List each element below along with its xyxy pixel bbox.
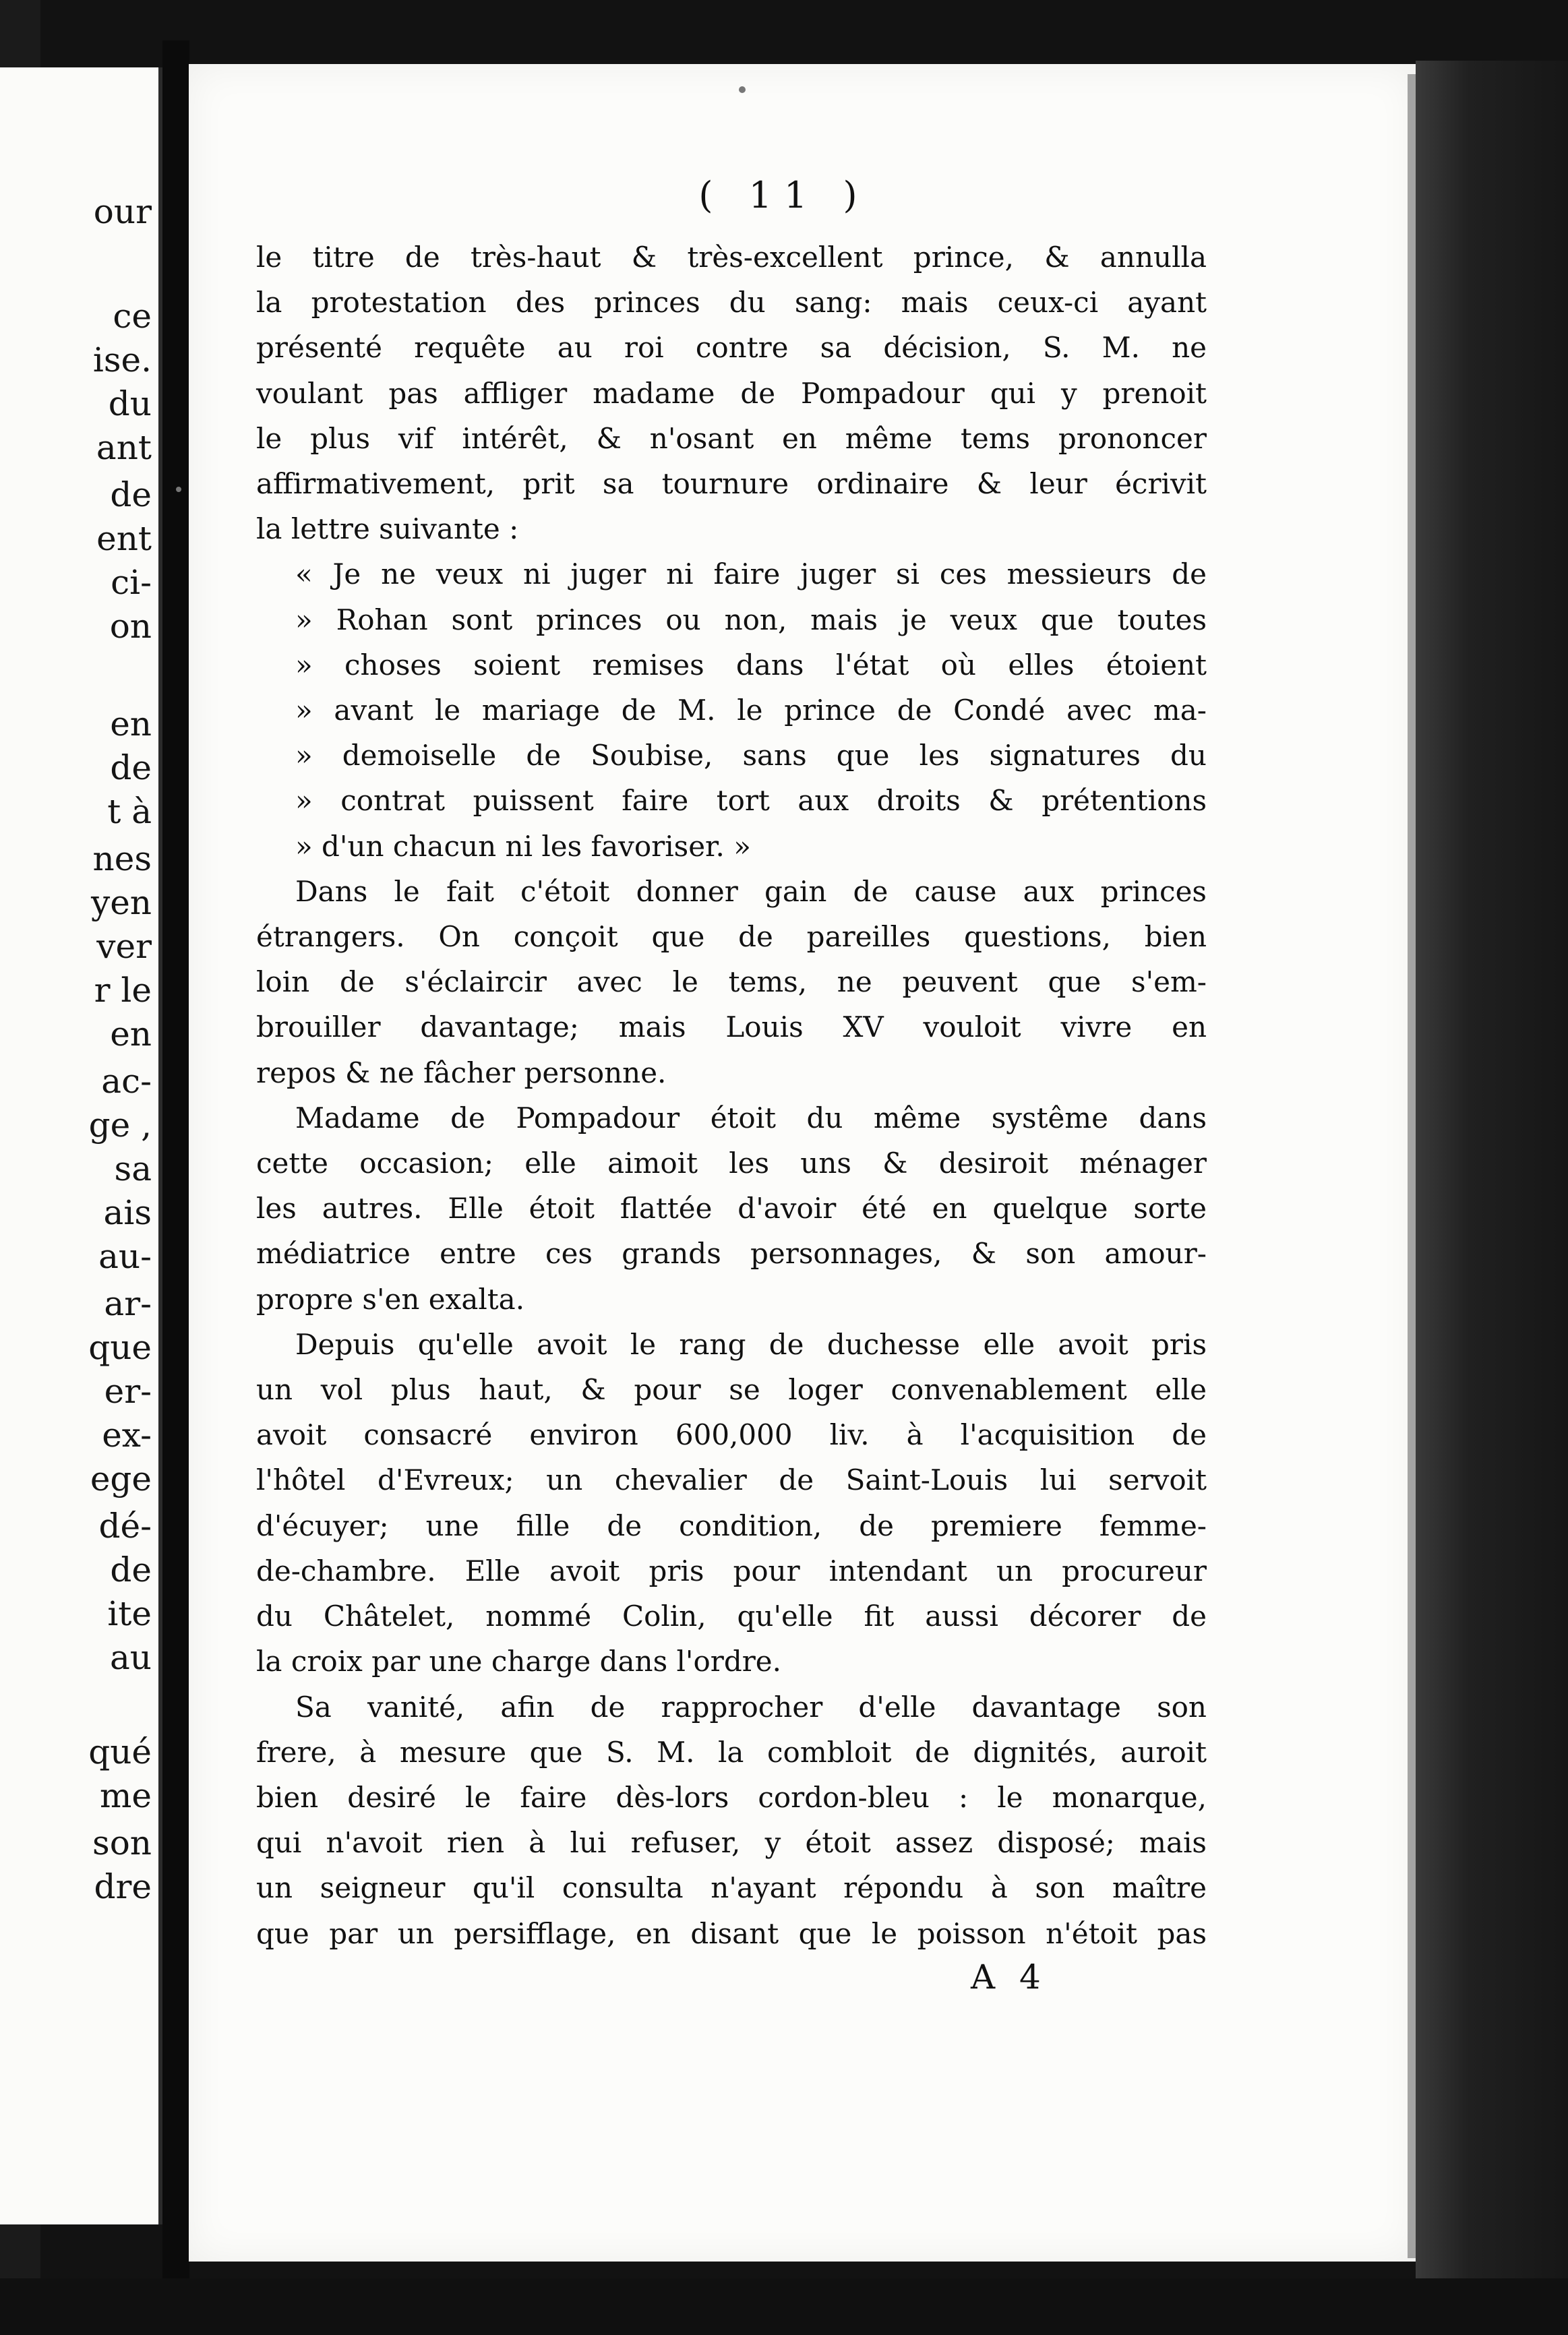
text-line: un vol plus haut, & pour se loger convenablement elle (256, 1373, 1207, 1407)
text-line: » choses soient remises dans l'état où elles étoient (295, 648, 1207, 681)
text-line: médiatrice entre ces grands personnages, & son amour- (256, 1237, 1207, 1271)
text-line: le plus vif intérêt, & n'osant en même tems prononcer (256, 421, 1207, 455)
left-page-text-fragment: ex- (102, 1416, 152, 1455)
text-line: » d'un chacun ni les favoriser. » (295, 829, 751, 863)
text-line: » demoiselle de Soubise, sans que les signatures du (295, 739, 1207, 772)
left-page-text-fragment: ac- (101, 1062, 152, 1101)
text-line: cette occasion; elle aimoit les uns & desiroit ménager (256, 1147, 1207, 1180)
signature-mark: A 4 (971, 1958, 1048, 1997)
text-line: la protestation des princes du sang: mais ceux-ci ayant (256, 286, 1207, 320)
text-line: propre s'en exalta. (256, 1282, 525, 1316)
left-page-text-fragment: en (110, 704, 152, 744)
left-page-text-fragment: our (93, 192, 152, 231)
left-page-text-fragment: ci- (111, 563, 152, 602)
text-line: un seigneur qu'il consulta n'ayant répondu à son maître (256, 1871, 1207, 1905)
left-page-text-fragment: sa (114, 1149, 152, 1188)
left-page-text-fragment: au- (98, 1237, 152, 1276)
text-line: loin de s'éclaircir avec le tems, ne peuvent que s'em- (256, 965, 1207, 999)
text-line: Sa vanité, afin de rapprocher d'elle davantage son (295, 1690, 1207, 1724)
left-page-text-fragment: de (110, 475, 152, 514)
left-page-text-fragment: ais (103, 1193, 152, 1232)
ink-speck (176, 487, 181, 492)
left-page-text-fragment: du (108, 384, 152, 423)
left-page-text-fragment: nes (92, 839, 152, 878)
left-page-text-fragment: de (110, 748, 152, 787)
left-page-text-fragment: ant (96, 428, 152, 467)
left-facing-page (0, 67, 162, 2224)
left-page-text-fragment: ege (90, 1459, 152, 1498)
left-page-text-fragment: ent (96, 519, 152, 558)
text-line: les autres. Elle étoit flattée d'avoir été en quelque sorte (256, 1192, 1207, 1225)
left-page-text-fragment: t à (107, 792, 152, 831)
page-body-text (256, 235, 1207, 1956)
left-page-text-fragment: er- (104, 1372, 152, 1411)
text-line: avoit consacré environ 600,000 liv. à l'acquisition de (256, 1418, 1207, 1452)
left-page-text-fragment: de (110, 1550, 152, 1589)
text-line: Madame de Pompadour étoit du même systême dans (295, 1101, 1207, 1134)
text-line: le titre de très-haut & très-excellent prince, & annulla (256, 241, 1207, 274)
left-page-text-fragment: ite (107, 1594, 152, 1633)
text-line: l'hôtel d'Evreux; un chevalier de Saint-Louis lui servoit (256, 1463, 1207, 1497)
left-page-text-fragment: ver (96, 927, 152, 966)
left-page-text-fragment: en (110, 1014, 152, 1054)
ink-speck (739, 86, 746, 93)
left-page-text-fragment: ise. (92, 340, 152, 380)
left-page-text-fragment: ge , (88, 1105, 152, 1145)
text-line: la croix par une charge dans l'ordre. (256, 1645, 782, 1678)
left-page-text-fragment: me (99, 1776, 152, 1815)
left-page-text-fragment: dé- (98, 1507, 152, 1546)
page-number: ( 11 ) (698, 174, 870, 216)
text-line: bien desiré le faire dès-lors cordon-bleu : le monarque, (256, 1780, 1207, 1814)
text-line: affirmativement, prit sa tournure ordinaire & leur écrivit (256, 467, 1207, 501)
text-line: qui n'avoit rien à lui refuser, y étoit assez disposé; mais (256, 1826, 1207, 1860)
left-page-text-fragment: que (88, 1328, 152, 1367)
left-page-text-fragment: r le (94, 971, 152, 1010)
page-edge-shadow (1416, 61, 1568, 2285)
text-line: » contrat puissent faire tort aux droits & prétentions (295, 784, 1207, 818)
text-line: de-chambre. Elle avoit pris pour intendant un procureur (256, 1554, 1207, 1587)
text-line: brouiller davantage; mais Louis XV vouloit vivre en (256, 1010, 1207, 1044)
text-line: que par un persifflage, en disant que le poisson n'étoit pas (256, 1916, 1207, 1950)
text-line: Dans le fait c'étoit donner gain de cause aux princes (295, 874, 1207, 908)
text-line: étrangers. On conçoit que de pareilles questions, bien (256, 920, 1207, 954)
left-page-text-fragment: dre (94, 1867, 152, 1906)
book-gutter (162, 40, 189, 2292)
text-line: repos & ne fâcher personne. (256, 1056, 667, 1089)
text-line: du Châtelet, nommé Colin, qu'elle fit aussi décorer de (256, 1600, 1207, 1633)
left-page-text-fragment: yen (90, 883, 152, 922)
text-line: » Rohan sont princes ou non, mais je veux que toutes (295, 603, 1207, 636)
text-line: » avant le mariage de M. le prince de Condé avec ma- (295, 694, 1207, 727)
left-page-text-fragment: ce (113, 297, 152, 336)
text-line: frere, à mesure que S. M. la combloit de dignités, auroit (256, 1735, 1207, 1769)
left-page-text-fragment: ar- (104, 1284, 152, 1323)
text-line: Depuis qu'elle avoit le rang de duchesse elle avoit pris (295, 1327, 1207, 1361)
text-line: d'écuyer; une fille de condition, de premiere femme- (256, 1509, 1207, 1542)
left-page-text-fragment: au (109, 1638, 152, 1677)
text-line: présenté requête au roi contre sa décision, S. M. ne (256, 331, 1207, 365)
left-page-text-fragment: qué (88, 1732, 152, 1771)
left-page-text-fragment: on (109, 607, 152, 646)
text-line: voulant pas affliger madame de Pompadour qui y prenoit (256, 376, 1207, 410)
scan-bottom-border (0, 2278, 1568, 2335)
left-page-text-fragment: son (92, 1823, 152, 1862)
text-line: « Je ne veux ni juger ni faire juger si ces messieurs de (295, 557, 1207, 591)
text-line: la lettre suivante : (256, 512, 519, 546)
